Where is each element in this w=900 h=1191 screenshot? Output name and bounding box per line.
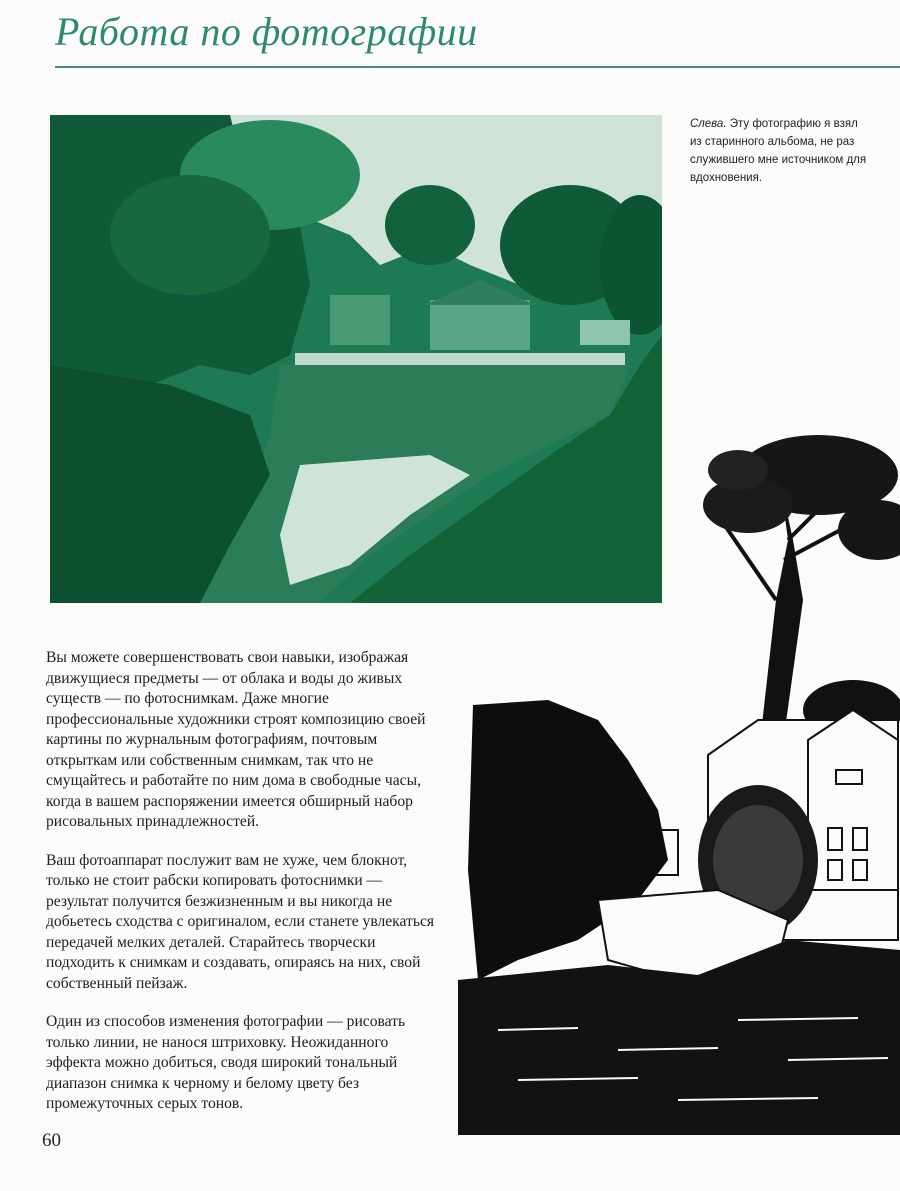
page-title: Работа по фотографии	[55, 9, 478, 54]
paragraph: Ваш фотоаппарат послужит вам не хуже, чем блокнот, только не стоит рабски копировать фотоснимки — результат получится безжизненным и вы никогда не добьетесь сходства с оригиналом, если станете увлекаться передачей мелких деталей. Старайтесь творчески подходить к снимкам и создавать, опираясь на них, свой собственный пейзаж.	[46, 851, 435, 992]
title-rule	[55, 66, 900, 68]
page-number: 60	[42, 1130, 61, 1151]
caption-text: Эту фотографию я взял из старинного альбома, не раз служившего мне источником для вдохновения.	[690, 118, 867, 184]
paragraph: Один из способов изменения фотографии — рисовать только линии, не нанося штриховку. Неожиданного эффекта можно добиться, сводя широкий тональный диапазон снимка к черному и белому цвету без промежуточных серых тонов.	[46, 1013, 406, 1112]
paragraph: Вы можете совершенствовать свои навыки, изображая движущиеся предметы — от облака и воды до живых существ — по фотоснимкам. Даже многие профессиональные художники строят композицию своей картины по журнальным фотографиям, почтовым открыткам или собственным снимкам, так что не смущайтесь и работайте по ним дома в свободные часы, когда в вашем распоряжении имеется обширный набор рисовальных принадлежностей.	[46, 649, 426, 830]
photo-caption	[690, 115, 870, 187]
caption-lead: Слева.	[690, 118, 727, 130]
body-text	[46, 648, 438, 1133]
photo-house	[330, 295, 390, 345]
photo-house	[430, 300, 530, 350]
ink-sketch	[458, 420, 900, 1135]
photo-riverbank	[295, 353, 625, 367]
